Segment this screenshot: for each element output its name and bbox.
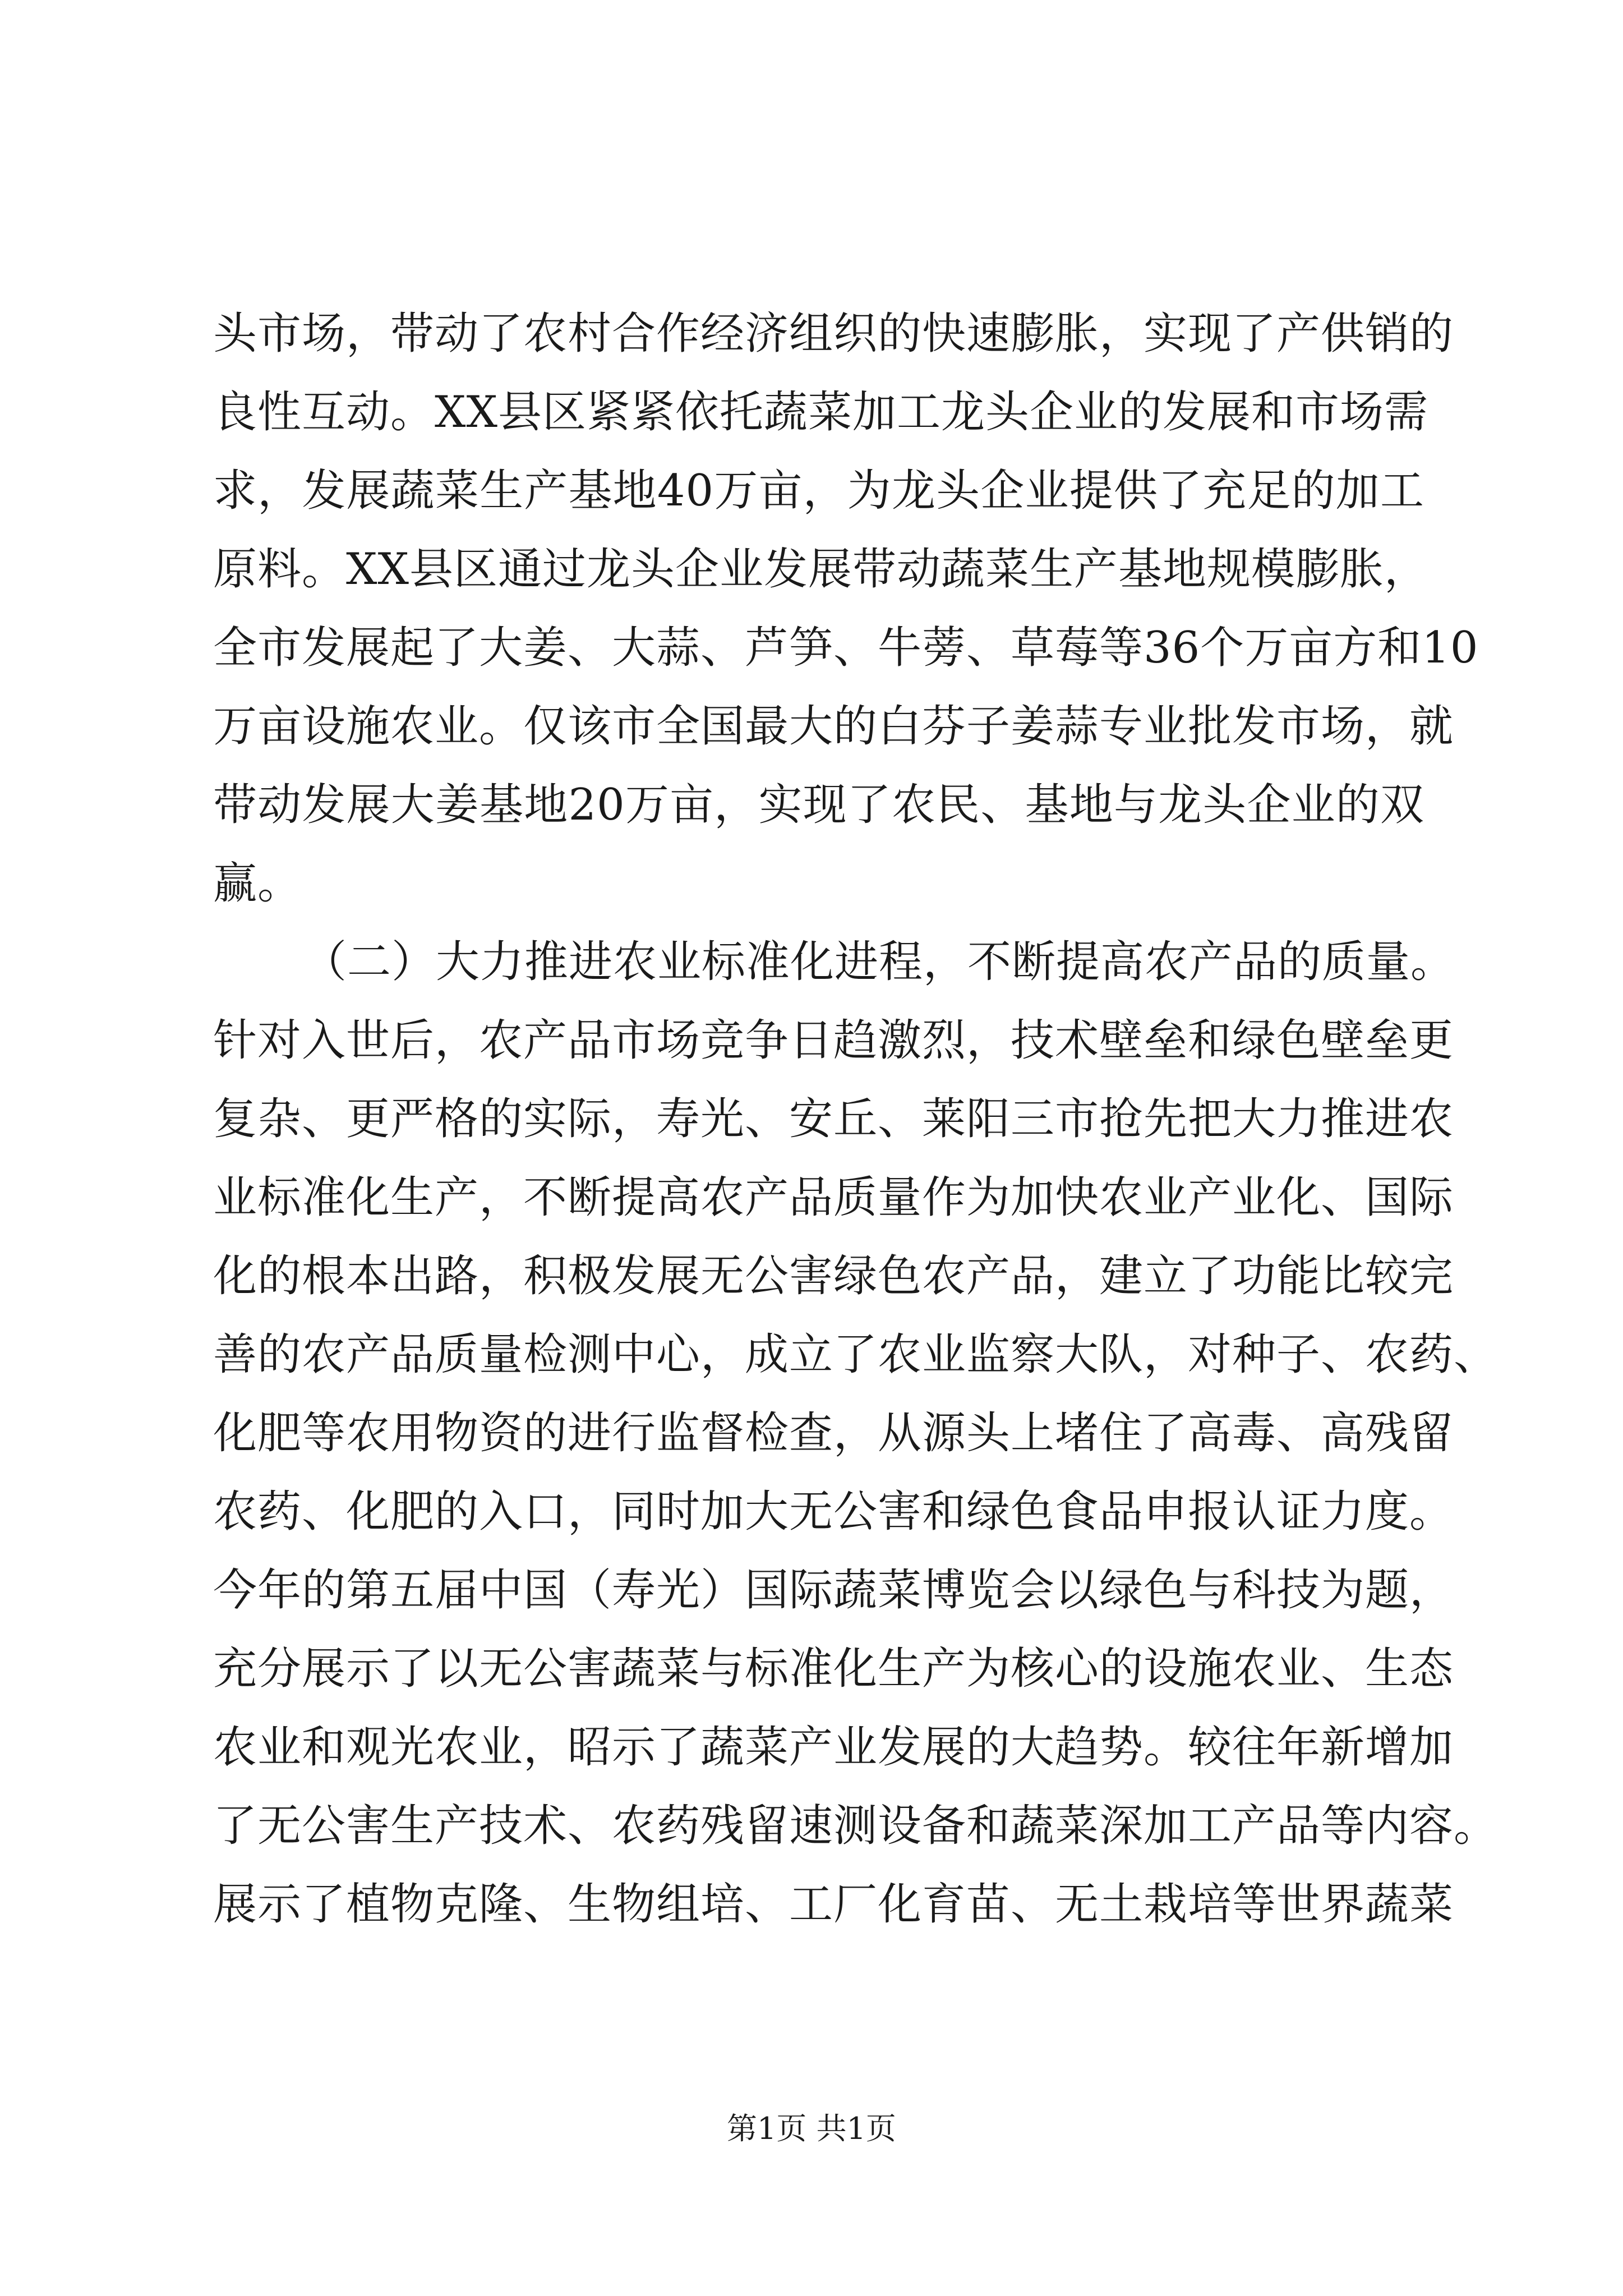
text-line: 展示了植物克隆、生物组培、工厂化育苗、无土栽培等世界蔬菜 xyxy=(213,1879,1454,1930)
text-line: 复杂、更严格的实际，寿光、安丘、莱阳三市抢先把大力推进农 xyxy=(213,1094,1454,1144)
text-line: 善的农产品质量检测中心，成立了农业监察大队，对种子、农药、 xyxy=(213,1329,1498,1380)
text-line: 今年的第五届中国（寿光）国际蔬菜博览会以绿色与科技为题， xyxy=(213,1565,1454,1616)
text-line: 充分展示了以无公害蔬菜与标准化生产为核心的设施农业、生态 xyxy=(213,1644,1454,1694)
text-line: 带动发展大姜基地20万亩，实现了农民、基地与龙头企业的双 xyxy=(213,780,1424,830)
text-line: 求，发展蔬菜生产基地40万亩，为龙头企业提供了充足的加工 xyxy=(213,466,1424,516)
text-line: 原料。XX县区通过龙头企业发展带动蔬菜生产基地规模膨胀， xyxy=(213,544,1429,595)
text-line: 业标准化生产，不断提高农产品质量作为加快农业产业化、国际 xyxy=(213,1172,1454,1223)
text-line: 农业和观光农业，昭示了蔬菜产业发展的大趋势。较往年新增加 xyxy=(213,1722,1454,1773)
section-heading: （二）大力推进农业标准化进程，不断提高农产品的质量。 xyxy=(303,937,1455,987)
text-line: 赢。 xyxy=(213,858,302,909)
text-line: 农药、化肥的入口，同时加大无公害和绿色食品申报认证力度。 xyxy=(213,1487,1454,1537)
page-footer: 第1页 共1页 xyxy=(727,2111,896,2146)
text-line: 全市发展起了大姜、大蒜、芦笋、牛蒡、草莓等36个万亩方和10 xyxy=(213,623,1479,673)
text-line: 头市场，带动了农村合作经济组织的快速膨胀，实现了产供销的 xyxy=(213,309,1454,359)
text-line: 针对入世后，农产品市场竞争日趋激烈，技术壁垒和绿色壁垒更 xyxy=(213,1015,1454,1066)
text-line: 了无公害生产技术、农药残留速测设备和蔬菜深加工产品等内容。 xyxy=(213,1801,1498,1851)
text-line: 良性互动。XX县区紧紧依托蔬菜加工龙头企业的发展和市场需 xyxy=(213,387,1429,438)
text-line: 化的根本出路，积极发展无公害绿色农产品，建立了功能比较完 xyxy=(213,1251,1454,1301)
text-line: 万亩设施农业。仅该市全国最大的白芬子姜蒜专业批发市场，就 xyxy=(213,701,1454,752)
text-line: 化肥等农用物资的进行监督检查，从源头上堵住了高毒、高残留 xyxy=(213,1408,1454,1458)
